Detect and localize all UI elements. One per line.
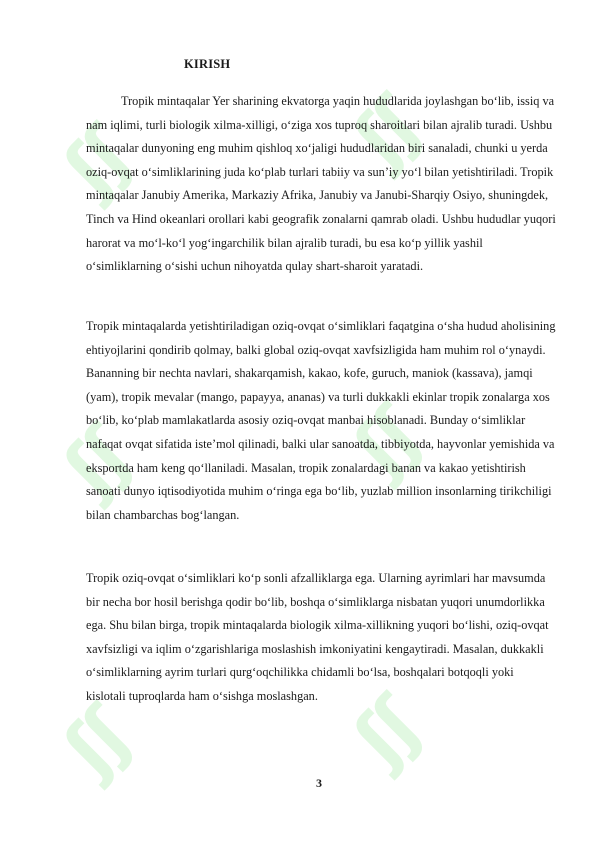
body-paragraph-1: Tropik mintaqalar Yer sharining ekvatorga yaqin hududlarida joylashgan bo‘lib, issiq va nam iqlimi, turli biologik xilma-xilligi, o‘ziga xos tuproq sharoitlari bilan ajralib turadi. Ushbu mintaqalar dunyoning eng muhim qishloq xo‘jaligi hududlaridan biri sanaladi, chunki u yerda oziq-ovqat o‘simliklarining juda ko‘plab turlari tabiiy va sun’iy yo‘l bilan yetishtiriladi. Tropik mintaqalar Janubiy Amerika, Markaziy Afrika, Janubiy va Janubi-Sharqiy Osiyo, shuningdek, Tinch va Hind okeanlari orollari kabi geografik zonalarni qamrab oladi. Ushbu hududlar yuqori harorat va mo‘l-ko‘l yog‘ingarchilik bilan ajralib turadi, bu esa ko‘p yillik yashil o‘simliklarning o‘sishi uchun nihoyatda qulay shart-sharoit yaratadi.	[86, 94, 556, 274]
body-paragraph-3: Tropik oziq-ovqat o‘simliklari ko‘p sonli afzalliklarga ega. Ularning ayrimlari har mavsumda bir necha bor hosil berishga qodir bo‘lib, boshqa o‘simliklarga nisbatan yuqori unumdorlikka ega. Shu bilan birga, tropik mintaqalarda biologik xilma-xillikning yuqori bo‘lishi, oziq-ovqat xavfsizligi va iqlim o‘zgarishlariga moslashish imkoniyatini kengaytiradi. Masalan, dukkakli o‘simliklarning ayrim turlari qurg‘oqchilikka chidamli bo‘lsa, boshqalari botqoqli yoki kislotali tuproqlarda ham o‘sishga moslashgan.	[86, 571, 549, 703]
watermark-logo: ʃʃ	[47, 413, 144, 511]
section-heading: KIRISH	[184, 57, 231, 71]
watermark-logo: ʃʃ	[337, 683, 434, 781]
watermark-logo: ʃʃ	[337, 393, 434, 491]
page-number: 3	[316, 776, 322, 790]
watermark-logo: ʃʃ	[47, 693, 144, 791]
watermark-logo: ʃʃ	[337, 83, 434, 181]
watermark-logo: ʃʃ	[47, 113, 144, 211]
body-paragraph-2: Tropik mintaqalarda yetishtiriladigan oziq-ovqat o‘simliklari faqatgina o‘sha hudud aholisining ehtiyojlarini qondirib qolmay, balki global oziq-ovqat xavfsizligida ham muhim rol o‘ynaydi. Bananning bir nechta navlari, shakarqamish, kakao, kofe, guruch, maniok (kassava), jamqi (yam), tropik mevalar (mango, papayya, ananas) va turli dukkakli ekinlar tropik zonalarga xos bo‘lib, ko‘plab mamlakatlarda asosiy oziq-ovqat manbai hisoblanadi. Bunday o‘simliklar nafaqat ovqat sifatida iste’mol qilinadi, balki ular sanoatda, tibbiyotda, hayvonlar yemishida va eksportda ham keng qo‘llaniladi. Masalan, tropik zonalardagi banan va kakao yetishtirish sanoati dunyo iqtisodiyotida muhim o‘ringa ega bo‘lib, yuzlab million insonlarning tirikchiligi bilan chambarchas bog‘langan.	[86, 319, 556, 522]
